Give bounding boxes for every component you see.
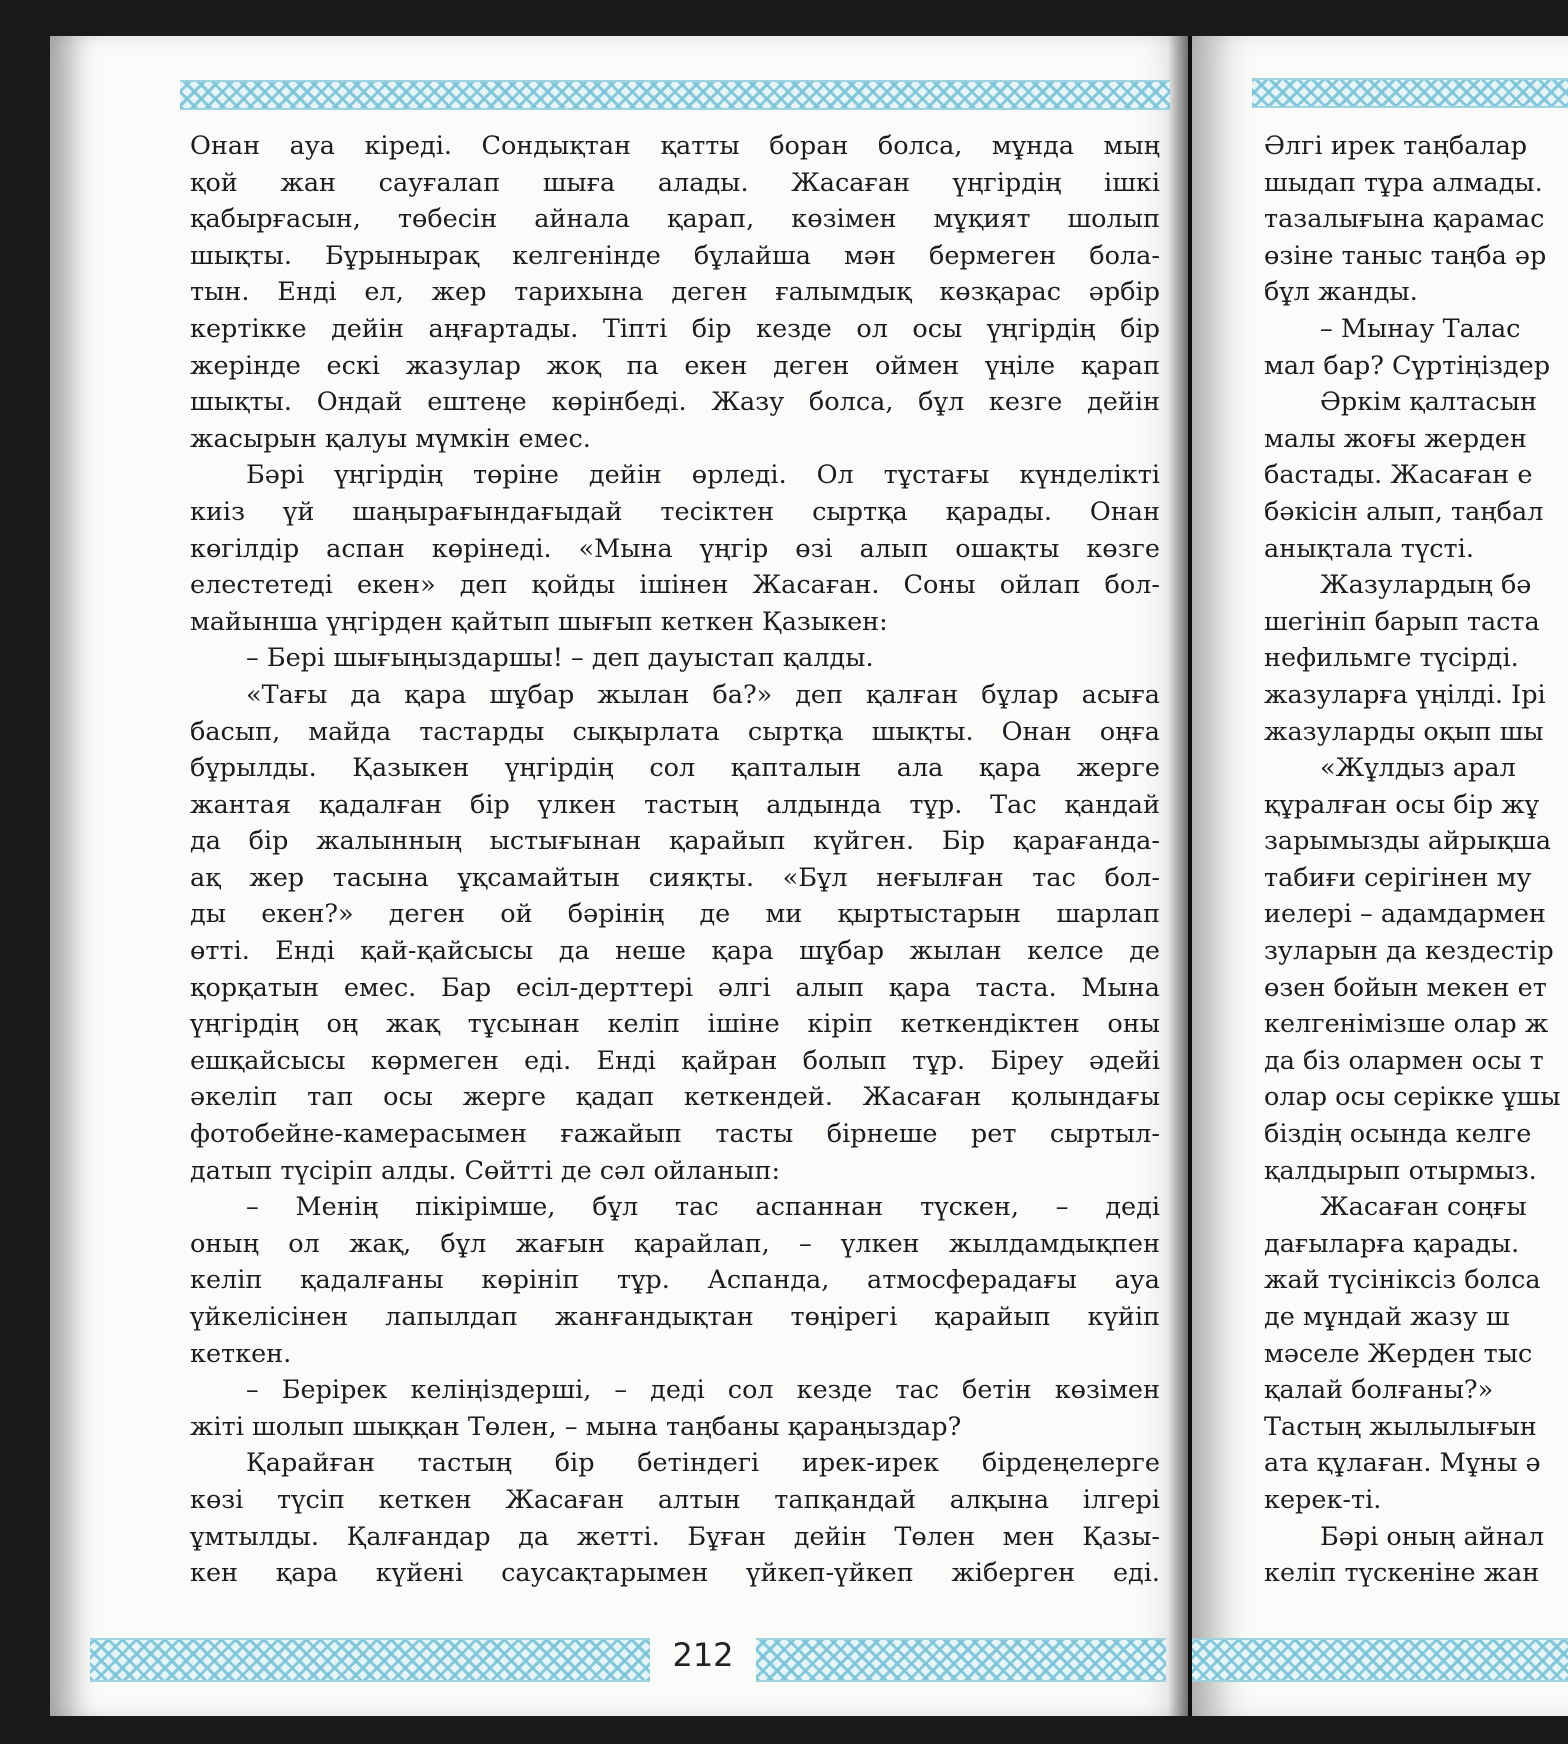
text-line: үйкелісінен лапылдап жанғандықтан төңірегі қарайып күйіп bbox=[190, 1302, 1160, 1332]
text-line: келіп түскеніне жан bbox=[1264, 1558, 1540, 1589]
text-line: Жазулардың бә bbox=[1320, 570, 1532, 601]
text-line: нефильмге түсірді. bbox=[1264, 643, 1519, 674]
text-line: шықты. Ондай ештеңе көрінбеді. Жазу болса, бұл кезге дейін bbox=[190, 387, 1160, 418]
text-line: жерінде ескі жазулар жоқ па екен деген оймен үңіле қарап bbox=[190, 350, 1160, 381]
text-line: қорқатын емес. Бар есіл-дерттері әлгі алып қара таста. Мына bbox=[190, 972, 1160, 1003]
page-number: 212 bbox=[672, 1636, 734, 1674]
text-line: жіті шолып шыққан Төлен, – мына таңбаны қараңыздар? bbox=[190, 1411, 962, 1442]
text-line: «Жұлдыз арал bbox=[1320, 753, 1516, 784]
text-line: зуларын да кездестір bbox=[1264, 936, 1554, 967]
text-line: табиғи серігінен му bbox=[1264, 862, 1532, 893]
text-line: өтті. Енді қай-қайсысы да неше қара шұбар жылан келсе де bbox=[190, 936, 1160, 967]
text-line: олар осы серікке ұшы bbox=[1264, 1082, 1561, 1113]
text-line: ата құлаған. Мұны ә bbox=[1264, 1448, 1541, 1479]
text-line: киіз үй шаңырағындағыдай тесіктен сыртқа қарады. Онан bbox=[190, 496, 1160, 527]
text-line: Әркім қалтасын bbox=[1320, 387, 1537, 418]
text-line: мәселе Жерден тыс bbox=[1264, 1338, 1533, 1369]
text-line: бастады. Жасаған е bbox=[1264, 460, 1533, 491]
text-line: өзіне таныс таңба әр bbox=[1264, 240, 1547, 271]
right-page-text bbox=[1264, 128, 1568, 1592]
bottom-ornament-border bbox=[90, 1638, 650, 1682]
text-line: анықтала түсті. bbox=[1264, 533, 1474, 564]
text-line: Бәрі үңгірдің төріне дейін өрледі. Ол тұстағы күнделікті bbox=[246, 460, 1160, 491]
text-line: шегініп барып таста bbox=[1264, 606, 1540, 637]
text-line: біздің осында келге bbox=[1264, 1119, 1532, 1150]
text-line: қалдырып отырмыз. bbox=[1264, 1155, 1537, 1186]
text-line: бұрылды. Қазыкен үңгірдің сол қапталын ала қара жерге bbox=[190, 753, 1160, 784]
text-line: мал бар? Сүртіңіздер bbox=[1264, 350, 1551, 381]
text-line: өзен бойын мекен ет bbox=[1264, 972, 1547, 1003]
text-line: қалай болғаны?» bbox=[1264, 1375, 1494, 1406]
text-line: кеткен. bbox=[190, 1338, 292, 1369]
text-line: Әлгі ирек таңбалар bbox=[1264, 131, 1528, 161]
left-page-text bbox=[190, 128, 1160, 1592]
text-line: бұл жанды. bbox=[1264, 277, 1418, 308]
text-line: елестетеді екен» деп қойды ішінен Жасаған. Соны ойлап бол- bbox=[190, 570, 1160, 601]
text-line: шықты. Бұрынырақ келгенінде бұлайша мән бермеген бола- bbox=[190, 240, 1160, 271]
text-line: оның ол жақ, бұл жағын қарайлап, – үлкен жылдамдықпен bbox=[190, 1228, 1160, 1259]
text-line: ақ жер тасына ұқсамайтын сияқты. «Бұл неғылған тас бол- bbox=[190, 862, 1160, 893]
text-line: құралған осы бір жұ bbox=[1264, 789, 1540, 820]
top-ornament-border bbox=[1252, 78, 1568, 108]
text-line: майынша үңгірден қайтып шығып кеткен Қазыкен: bbox=[190, 606, 888, 637]
text-line: фотобейне-камерасымен ғажайып тасты бірнеше рет сыртыл- bbox=[190, 1119, 1160, 1150]
text-line: жай түсініксіз болса bbox=[1264, 1265, 1541, 1296]
text-line: «Тағы да қара шұбар жылан ба?» деп қалған бұлар асыға bbox=[246, 679, 1160, 710]
text-line: қабырғасын, төбесін айнала қарап, көзімен мұқият шолып bbox=[190, 204, 1160, 235]
text-line: Онан ауа кіреді. Сондықтан қатты боран болса, мұнда мың bbox=[190, 131, 1160, 161]
text-line: жазуларды оқып шы bbox=[1264, 716, 1544, 747]
text-line: – Бері шығыңыздаршы! – деп дауыстап қалды. bbox=[246, 643, 874, 674]
text-line: жазуларға үңілді. Ірі bbox=[1264, 679, 1546, 710]
text-line: келгенімізше олар ж bbox=[1264, 1009, 1549, 1040]
text-line: Бәрі оның айнал bbox=[1320, 1521, 1545, 1552]
text-line: шыдап тұра алмады. bbox=[1264, 167, 1543, 198]
text-line: ешқайсысы көрмеген еді. Енді қайран болып тұр. Біреу әдейі bbox=[190, 1045, 1160, 1076]
text-line: да бір жалынның ыстығынан қарайып күйген. Бір қарағанда- bbox=[190, 826, 1160, 857]
text-line: зарымызды айрықша bbox=[1264, 826, 1552, 857]
text-line: кертікке дейін аңғартады. Тіпті бір кезде ол осы үңгірдің бір bbox=[190, 313, 1160, 344]
text-line: жантая қадалған бір үлкен тастың алдында тұр. Тас қандай bbox=[190, 789, 1160, 820]
text-line: басып, майда тастарды сықырлата сыртқа шықты. Онан оңға bbox=[190, 716, 1160, 747]
text-line: – Менің пікірімше, бұл тас аспаннан түскен, – деді bbox=[246, 1192, 1160, 1223]
text-line: керек-ті. bbox=[1264, 1484, 1382, 1515]
text-line: тын. Енді ел, жер тарихына деген ғалымдық көзқарас әрбір bbox=[190, 277, 1160, 308]
text-line: тазалығына қарамас bbox=[1264, 204, 1545, 235]
text-line: көзі түсіп кеткен Жасаған алтын тапқандай алқына ілгері bbox=[190, 1484, 1160, 1515]
text-line: – Мынау Талас bbox=[1320, 313, 1521, 344]
text-line: бәкісін алып, таңбал bbox=[1264, 496, 1544, 527]
text-line: үңгірдің оң жақ тұсынан келіп ішіне кіріп кеткендіктен оны bbox=[190, 1009, 1160, 1040]
text-line: дағыларға қарады. bbox=[1264, 1228, 1520, 1259]
text-line: да біз олармен осы т bbox=[1264, 1045, 1544, 1076]
text-line: Жасаған соңғы bbox=[1320, 1192, 1527, 1223]
right-page bbox=[1192, 36, 1568, 1716]
text-line: әкеліп тап осы жерге қадап кеткендей. Жасаған қолындағы bbox=[190, 1082, 1160, 1113]
left-page bbox=[50, 36, 1188, 1716]
text-line: Қарайған тастың бір бетіндегі ирек-ирек бірдеңелерге bbox=[246, 1448, 1160, 1479]
top-ornament-border bbox=[180, 80, 1170, 110]
text-line: көгілдір аспан көрінеді. «Мына үңгір өзі алып ошақты көзге bbox=[190, 533, 1160, 564]
text-line: датып түсіріп алды. Сөйтті де сәл ойланып: bbox=[190, 1155, 781, 1186]
bottom-ornament-border bbox=[756, 1638, 1166, 1682]
text-line: келіп қадалғаны көрініп тұр. Аспанда, атмосферадағы ауа bbox=[190, 1265, 1160, 1296]
text-line: кен қара күйені саусақтарымен үйкеп-үйкеп жіберген еді. bbox=[190, 1558, 1160, 1589]
text-line: ды екен?» деген ой бәрінің де ми қыртыстарын шарлап bbox=[190, 899, 1160, 930]
text-line: малы жоғы жерден bbox=[1264, 423, 1527, 454]
bottom-ornament-border bbox=[1192, 1638, 1568, 1682]
text-line: қой жан сауғалап шыға алады. Жасаған үңгірдің ішкі bbox=[190, 167, 1160, 198]
text-line: иелері – адамдармен bbox=[1264, 899, 1546, 930]
text-line: жасырын қалуы мүмкін емес. bbox=[190, 423, 591, 454]
text-line: де мұндай жазу ш bbox=[1264, 1302, 1510, 1332]
text-line: Тастың жылылығын bbox=[1264, 1411, 1537, 1442]
text-line: – Берірек келіңіздерші, – деді сол кезде тас бетін көзімен bbox=[246, 1375, 1160, 1406]
text-line: ұмтылды. Қалғандар да жетті. Бұған дейін Төлен мен Қазы- bbox=[190, 1521, 1160, 1552]
